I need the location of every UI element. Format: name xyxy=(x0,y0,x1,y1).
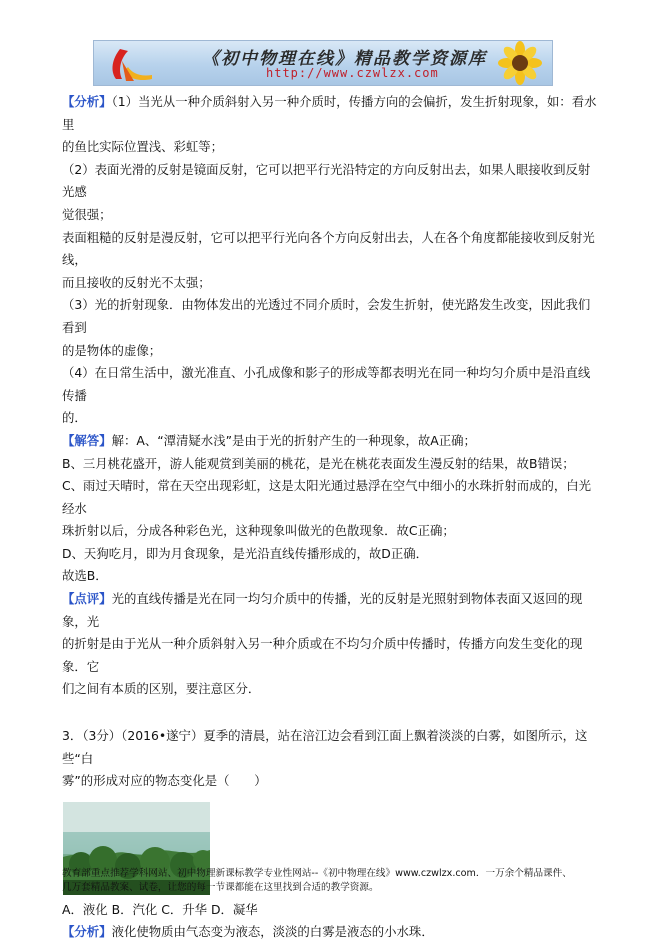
question-line: 3．（3分）（2016•遂宁）夏季的清晨，站在涪江边会看到江面上飘着淡淡的白雾，如图所示，这些“白 xyxy=(62,728,588,766)
answer-line: D、天狗吃月，即为月食现象，是光沿直线传播形成的，故D正确． xyxy=(62,545,429,561)
analysis-section-3 xyxy=(62,921,600,944)
answer-line: 故选B． xyxy=(62,568,108,584)
comment-tag: 【点评】 xyxy=(62,591,112,607)
analysis-line: （2）表面光滑的反射是镜面反射，它可以把平行光沿特定的方向反射出去，如果人眼接收到反射光感 xyxy=(62,161,591,200)
page-footer xyxy=(62,867,602,895)
analysis-line: 的． xyxy=(62,410,87,426)
footer-line-1: 教育部重点推荐学科网站、初中物理新课标教学专业性网站--《初中物理在线》www.czwlzx.com．一万余个精品课件、 xyxy=(62,868,572,879)
comment-section-1 xyxy=(62,588,600,701)
answer-line: C、雨过天晴时，常在天空出现彩虹，这是太阳光通过悬浮在空气中细小的水珠折射而成的，白光经水 xyxy=(62,478,592,516)
section-gap xyxy=(62,701,600,725)
analysis-line: 的鱼比实际位置浅、彩虹等； xyxy=(62,139,224,155)
comment-line: 的折射是由于光从一种介质斜射入另一种介质或在不均匀介质中传播时，传播方向发生变化的现象．它 xyxy=(62,636,583,674)
answer-tag: 【解答】 xyxy=(62,432,112,448)
comment-line: 们之间有本质的区别，要注意区分． xyxy=(62,681,261,697)
answer-options: A．液化 B．汽化 C．升华 D．凝华 xyxy=(62,901,258,917)
analysis-tag: 【分析】 xyxy=(62,94,112,109)
sunflower-icon xyxy=(490,41,550,86)
banner-url[interactable]: http://www.czwlzx.com xyxy=(266,66,439,80)
analysis-tag: 【分析】 xyxy=(62,924,112,940)
analysis-section-1 xyxy=(62,91,600,430)
comment-line: 【点评】光的直线传播是光在同一均匀介质中的传播，光的反射是光照射到物体表面又返回的现象，光 xyxy=(62,591,583,629)
answer-line: 【解答】解：A、“潭清疑水浅”是由于光的折射产生的一种现象，故A正确； xyxy=(62,432,476,448)
answer-section-1 xyxy=(62,430,600,588)
question-line: 雾”的形成对应的物态变化是（ ） xyxy=(62,773,267,789)
banner-title: 《初中物理在线》精品教学资源库 xyxy=(202,49,487,69)
footer-line-2: 几万套精品教案、试卷，让您的每一节课都能在这里找到合适的教学资源。 xyxy=(62,882,379,893)
analysis-line: 而且接收的反射光不太强； xyxy=(62,274,211,290)
analysis-line: 【分析】液化使物质由气态变为液态，淡淡的白雾是液态的小水珠． xyxy=(62,924,434,940)
analysis-line: （4）在日常生活中，激光准直、小孔成像和影子的形成等都表明光在同一种均匀介质中是沿直线传播 xyxy=(62,365,591,403)
site-banner xyxy=(93,40,553,86)
analysis-line: 表面粗糙的反射是漫反射，它可以把平行光向各个方向反射出去，人在各个角度都能接收到反射光线， xyxy=(62,229,595,268)
analysis-line: 的是物体的虚像； xyxy=(62,342,162,358)
analysis-line: （3）光的折射现象．由物体发出的光透过不同介质时，会发生折射，使光路发生改变，因此我们看到 xyxy=(62,297,591,335)
site-logo xyxy=(102,45,156,83)
analysis-line: 【分析】（1）当光从一种介质斜射入另一种介质时，传播方向的会偏折，发生折射现象，如：看水里 xyxy=(62,94,597,132)
answer-line: B、三月桃花盛开，游人能观赏到美丽的桃花，是光在桃花表面发生漫反射的结果，故B错误； xyxy=(62,455,575,471)
analysis-line: 觉很强； xyxy=(62,206,112,222)
answer-line: 珠折射以后，分成各种彩色光，这种现象叫做光的色散现象．故C正确； xyxy=(62,523,455,539)
document-body xyxy=(62,91,600,944)
